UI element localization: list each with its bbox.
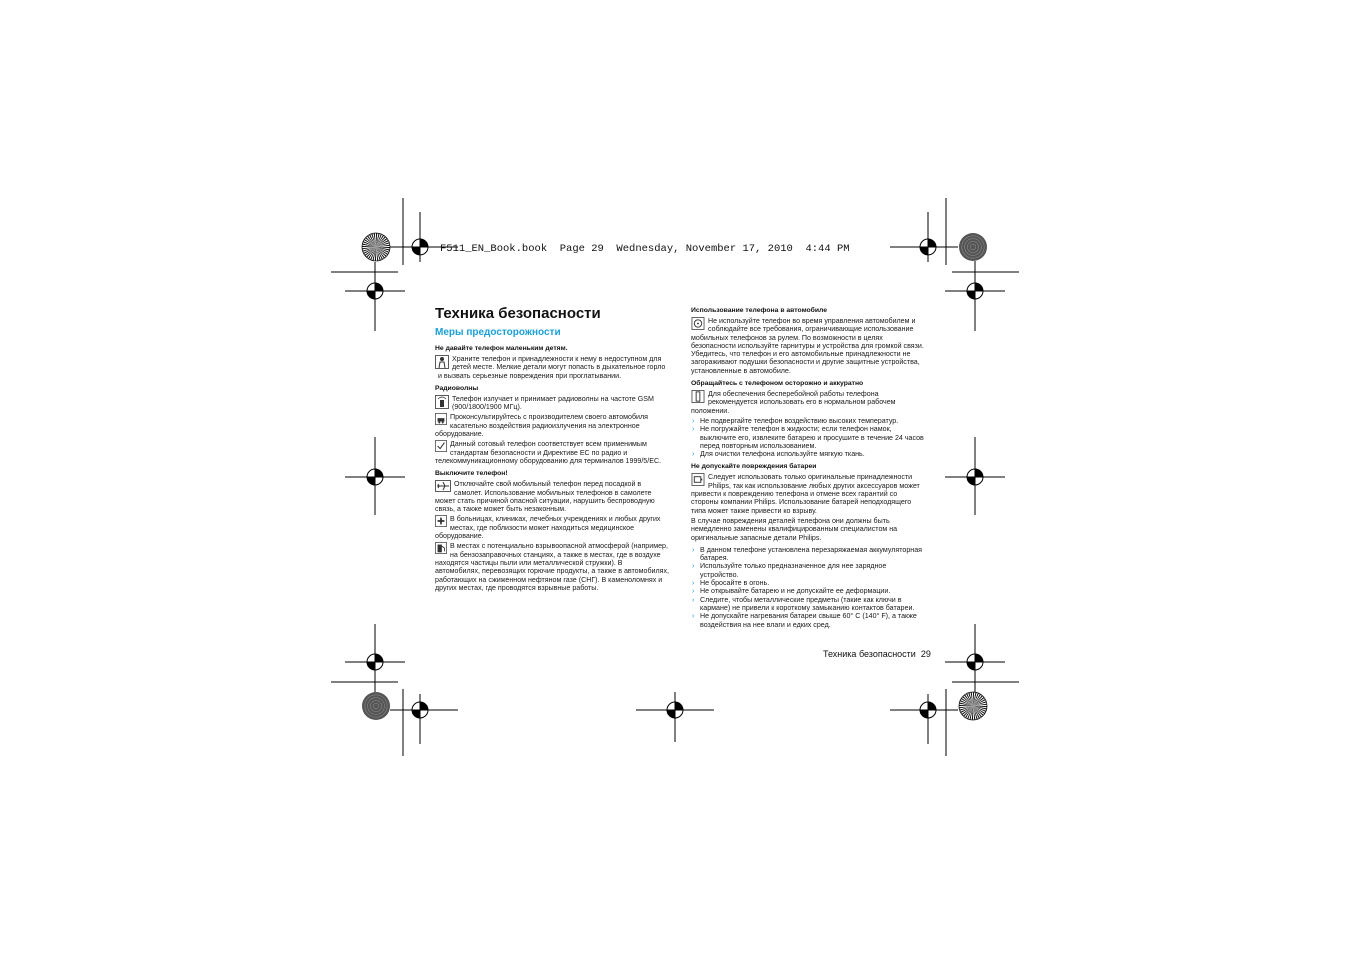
paragraph-block: [435, 480, 669, 513]
paragraph-block: [435, 355, 669, 380]
list-item: › В данном телефоне установлена перезаряжаемая аккумуляторная батарея.: [692, 545, 922, 563]
paragraph: Данный сотовый телефон соответствует всем применимым стандартам безопасности и Директиве ЕС по радио и телекоммуникационному оборудованию для терминалов 1999/5/ЕС.: [435, 440, 662, 465]
list-item: › Используйте только предназначенное для нее зарядное устройство.: [692, 562, 887, 579]
bullet-icon: ›: [692, 416, 695, 425]
right-column: [691, 307, 925, 629]
section-heading: Радиоволны: [435, 384, 479, 392]
battery-icon: [691, 473, 705, 486]
car-radio-icon: [435, 413, 447, 425]
fuel-pump-icon: [435, 542, 447, 554]
paragraph-block: [691, 317, 925, 375]
footer-section-title: Техника безопасности: [823, 649, 916, 659]
paragraph-block: [435, 413, 669, 438]
starburst-mark: [362, 233, 390, 261]
bullet-icon: ›: [692, 612, 695, 621]
paragraph: Проконсультируйтесь с производителем своего автомобиля касательно воздействия радиоизлучения на электронное оборудование.: [435, 413, 648, 439]
paragraph: Храните телефон и принадлежности к нему в недоступном для детей месте. Мелкие детали могут попасть в дыхательное горло и вызвать серьезные повреждения при проглатывании.: [438, 355, 666, 380]
page-title: Техника безопасности: [435, 305, 601, 322]
paragraph: Не используйте телефон во время управления автомобилем и соблюдайте все требования, ограничивающие использование мобильных телефонов за рулем. По возможности в целях безопасности используйте гарнитуры и устройства для громкой связи. Убедитесь, что телефон и его автомобильные принадлежности не загораживают подушки безопасности и другие защитные устройства, установленные в автомобиле.: [691, 317, 924, 375]
starburst-mark: [959, 692, 987, 720]
paragraph: Отключайте свой мобильный телефон перед посадкой в самолет. Использование мобильных телефонов в самолете может стать причиной опасной ситуации, нарушить беспроводную связь, а также может быть незаконным.: [435, 480, 655, 514]
list-item: › Не открывайте батарею и не допускайте ее деформации.: [692, 587, 891, 596]
bullet-icon: ›: [692, 587, 695, 596]
bullet-list: [691, 546, 925, 629]
gray-target-mark: [959, 233, 987, 261]
paragraph: В случае повреждения деталей телефона они должны быть немедленно заменены квалифицированным специалистом на оригинальные запасные детали Philips.: [691, 516, 898, 542]
gray-target-mark: [362, 692, 390, 720]
section-heading: Выключите телефон!: [435, 470, 508, 478]
paragraph: В местах с потенциально взрывоопасной атмосферой (например, на бензозаправочных станциях, а также в местах, где в воздухе находятся частицы пыли или металлической стружки). В автомобилях, перевозящих горючие продукты, а также в автомобилях, работающих на сжиженном нефтяном газе (СНГ). В каменоломнях и других местах, где проводятся взрывные работы.: [435, 542, 669, 592]
paragraph-block: [435, 515, 669, 540]
section-heading: Не допускайте повреждения батареи: [691, 463, 817, 471]
section-subtitle: Меры предосторожности: [435, 327, 561, 338]
phone-care-icon: [691, 390, 705, 403]
paragraph-block: [435, 440, 669, 465]
bullet-icon: ›: [692, 450, 695, 459]
bullet-icon: ›: [692, 562, 695, 571]
paragraph: Следует использовать только оригинальные принадлежности Philips, так как использование любых других аксессуаров может привести к повреждению телефона и отмене всех гарантий со стороны компании Philips. Использование батарей неподходящего типа может также привести ко взрыву.: [691, 473, 920, 515]
radio-waves-icon: [435, 395, 449, 409]
section-heading: Не давайте телефон маленьким детям.: [435, 345, 568, 352]
paragraph-block: [691, 473, 925, 514]
section-heading: Использование телефона в автомобиле: [691, 307, 828, 314]
airplane-icon: [435, 480, 451, 492]
bullet-icon: ›: [692, 579, 695, 588]
hospital-icon: [435, 515, 447, 527]
standards-icon: [435, 440, 447, 452]
bullet-icon: ›: [692, 545, 695, 554]
file-header-line: F511_EN_Book.book Page 29 Wednesday, November 17, 2010 4:44 PM: [440, 243, 850, 255]
steering-wheel-icon: [691, 317, 705, 330]
bullet-icon: ›: [692, 425, 695, 434]
left-column: [435, 305, 669, 594]
page-footer: [823, 649, 931, 659]
list-item: › Не подвергайте телефон воздействию высоких температур.: [692, 416, 899, 425]
paragraph: Телефон излучает и принимает радиоволны на частоте GSM (900/1800/1900 МГц).: [452, 394, 654, 412]
list-item: › Не погружайте телефон в жидкости; если телефон намок, выключите его, извлеките батарею и просушите в течение 24 часов перед повторным использованием.: [692, 425, 924, 450]
paragraph: В больницах, клиниках, лечебных учреждениях и любых других местах, где поблизости может находиться медицинское оборудование.: [435, 515, 661, 541]
page-number: 29: [920, 649, 931, 659]
child-warning-icon: [435, 355, 449, 369]
bullet-list: [691, 417, 925, 458]
list-item: › Не допускайте нагревания батареи свыше 60° C (140° F), а также воздействия на нее влаги и едких сред.: [692, 612, 917, 629]
paragraph-block: [691, 390, 925, 415]
paragraph-block: [435, 395, 669, 412]
bullet-icon: ›: [692, 595, 695, 604]
list-item: › Следите, чтобы металлические предметы (такие как ключи в кармане) не привели к короткому замыканию контактов батареи.: [692, 595, 915, 612]
section-heading: Обращайтесь с телефоном осторожно и аккуратно: [691, 380, 864, 388]
paragraph: Для обеспечения бесперебойной работы телефона рекомендуется использовать его в нормальном рабочем положении.: [691, 390, 896, 415]
list-item: › Для очистки телефона используйте мягкую ткань.: [692, 450, 865, 459]
paragraph-block: [435, 542, 669, 592]
list-item: › Не бросайте в огонь.: [692, 579, 770, 588]
